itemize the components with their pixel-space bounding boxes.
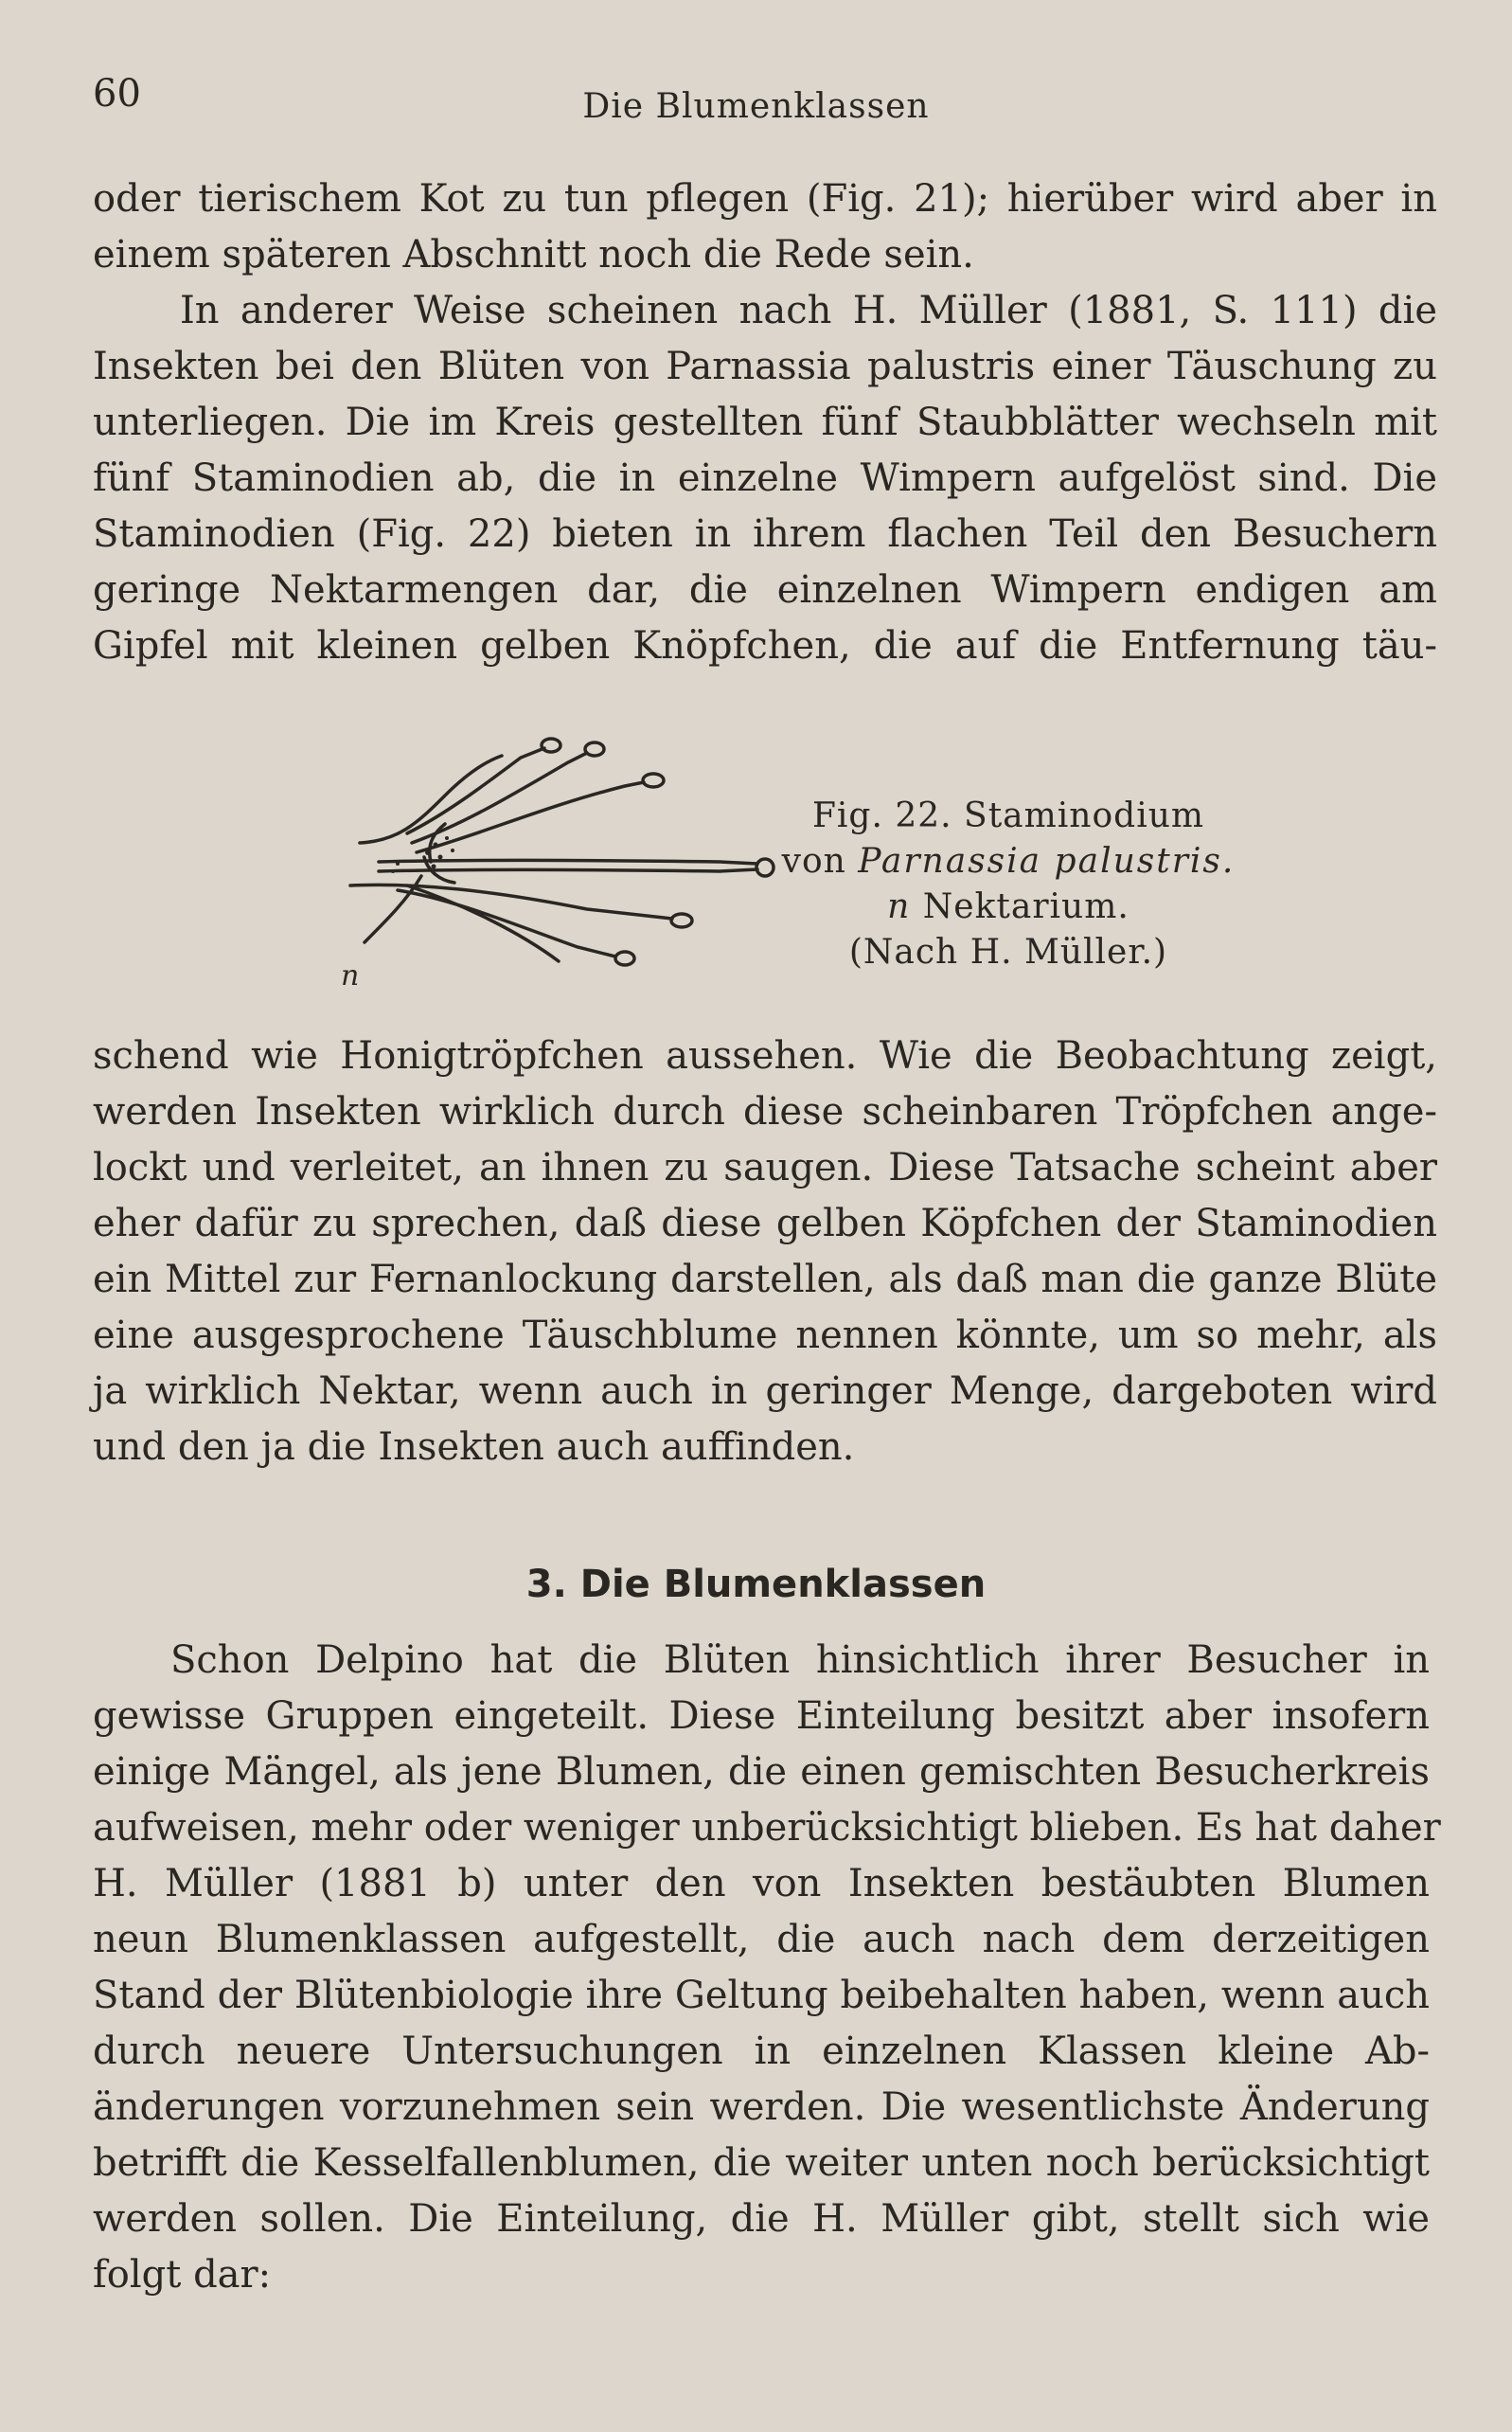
- text-line: ja wirklich Nektar, wenn auch in geringer Menge, dargeboten wird: [93, 1369, 1437, 1413]
- text-line: schend wie Honigtröpfchen aussehen. Wie die Beobachtung zeigt,: [93, 1034, 1437, 1078]
- text-line: H. Müller (1881 b) unter den von Insekten bestäubten Blumen: [93, 1862, 1430, 1905]
- text-line: folgt dar:: [93, 2253, 272, 2297]
- caption-line: Fig. 22. Staminodium: [811, 796, 1205, 835]
- text-line: werden sollen. Die Einteilung, die H. Müller gibt, stellt sich wie: [93, 2197, 1430, 2241]
- caption-species: Parnassia palustris.: [858, 842, 1236, 881]
- text-line: durch neuere Untersuchungen in einzelnen Klassen kleine Ab-: [93, 2030, 1430, 2073]
- caption-symbol: n: [887, 887, 912, 926]
- text-line: lockt und verleitet, an ihnen zu saugen. Diese Tatsache scheint aber: [93, 1146, 1437, 1189]
- caption-line: [772, 839, 1245, 885]
- text-line: und den ja die Insekten auch auffinden.: [93, 1425, 855, 1469]
- text-line: Schon Delpino hat die Blüten hinsichtlich ihrer Besucher in: [170, 1638, 1430, 1682]
- caption-line: (Nach H. Müller.): [848, 933, 1168, 972]
- text-line: ein Mittel zur Fernanlockung darstellen, als daß man die ganze Blüte: [93, 1258, 1437, 1301]
- text-line: betrifft die Kesselfallenblumen, die weiter unten noch berücksichtigt: [93, 2141, 1430, 2185]
- text-line: änderungen vorzunehmen sein werden. Die wesentlichste Änderung: [93, 2085, 1430, 2129]
- staminodium-illustration: [341, 720, 776, 994]
- text-line: eine ausgesprochene Täuschblume nennen könnte, um so mehr, als: [93, 1314, 1437, 1357]
- text-line: einige Mängel, als jene Blumen, die einen gemischten Besucherkreis: [93, 1750, 1430, 1794]
- caption-text: von: [781, 842, 859, 881]
- text-line: werden Insekten wirklich durch diese scheinbaren Tröpfchen ange-: [93, 1090, 1437, 1134]
- text-line: gewisse Gruppen eingeteilt. Diese Einteilung besitzt aber insofern: [93, 1694, 1430, 1738]
- text-line: Staminodien (Fig. 22) bieten in ihrem flachen Teil den Besuchern: [93, 512, 1437, 556]
- text-line: In anderer Weise scheinen nach H. Müller (1881, S. 111) die: [180, 289, 1437, 332]
- caption-text: Nektarium.: [911, 887, 1130, 926]
- text-line: eher dafür zu sprechen, daß diese gelben Köpfchen der Staminodien: [93, 1202, 1437, 1245]
- text-line: neun Blumenklassen aufgestellt, die auch nach dem derzeitigen: [93, 1918, 1430, 1961]
- text-line: Gipfel mit kleinen gelben Knöpfchen, die auf die Entfernung täu-: [93, 624, 1437, 668]
- page-number: 60: [93, 72, 141, 116]
- text-line: Stand der Blütenbiologie ihre Geltung beibehalten haben, wenn auch: [93, 1974, 1430, 2017]
- text-line: oder tierischem Kot zu tun pflegen (Fig. 21); hierüber wird aber in: [93, 177, 1437, 221]
- text-line: fünf Staminodien ab, die in einzelne Wimpern aufgelöst sind. Die: [93, 456, 1437, 500]
- caption-line: [772, 885, 1245, 930]
- text-line: Insekten bei den Blüten von Parnassia palustris einer Täuschung zu: [93, 345, 1437, 388]
- figure-caption: [772, 794, 1245, 975]
- text-line: unterliegen. Die im Kreis gestellten fünf Staubblätter wechseln mit: [93, 401, 1437, 444]
- text-line: geringe Nektarmengen dar, die einzelnen Wimpern endigen am: [93, 568, 1437, 612]
- section-heading: 3. Die Blumenklassen: [525, 1563, 987, 1606]
- text-line: einem späteren Abschnitt noch die Rede sein.: [93, 233, 974, 277]
- text-line: aufweisen, mehr oder weniger unberücksichtigt blieben. Es hat daher: [93, 1806, 1441, 1850]
- nektarium-label: n: [341, 959, 360, 992]
- running-head: Die Blumenklassen: [582, 87, 930, 126]
